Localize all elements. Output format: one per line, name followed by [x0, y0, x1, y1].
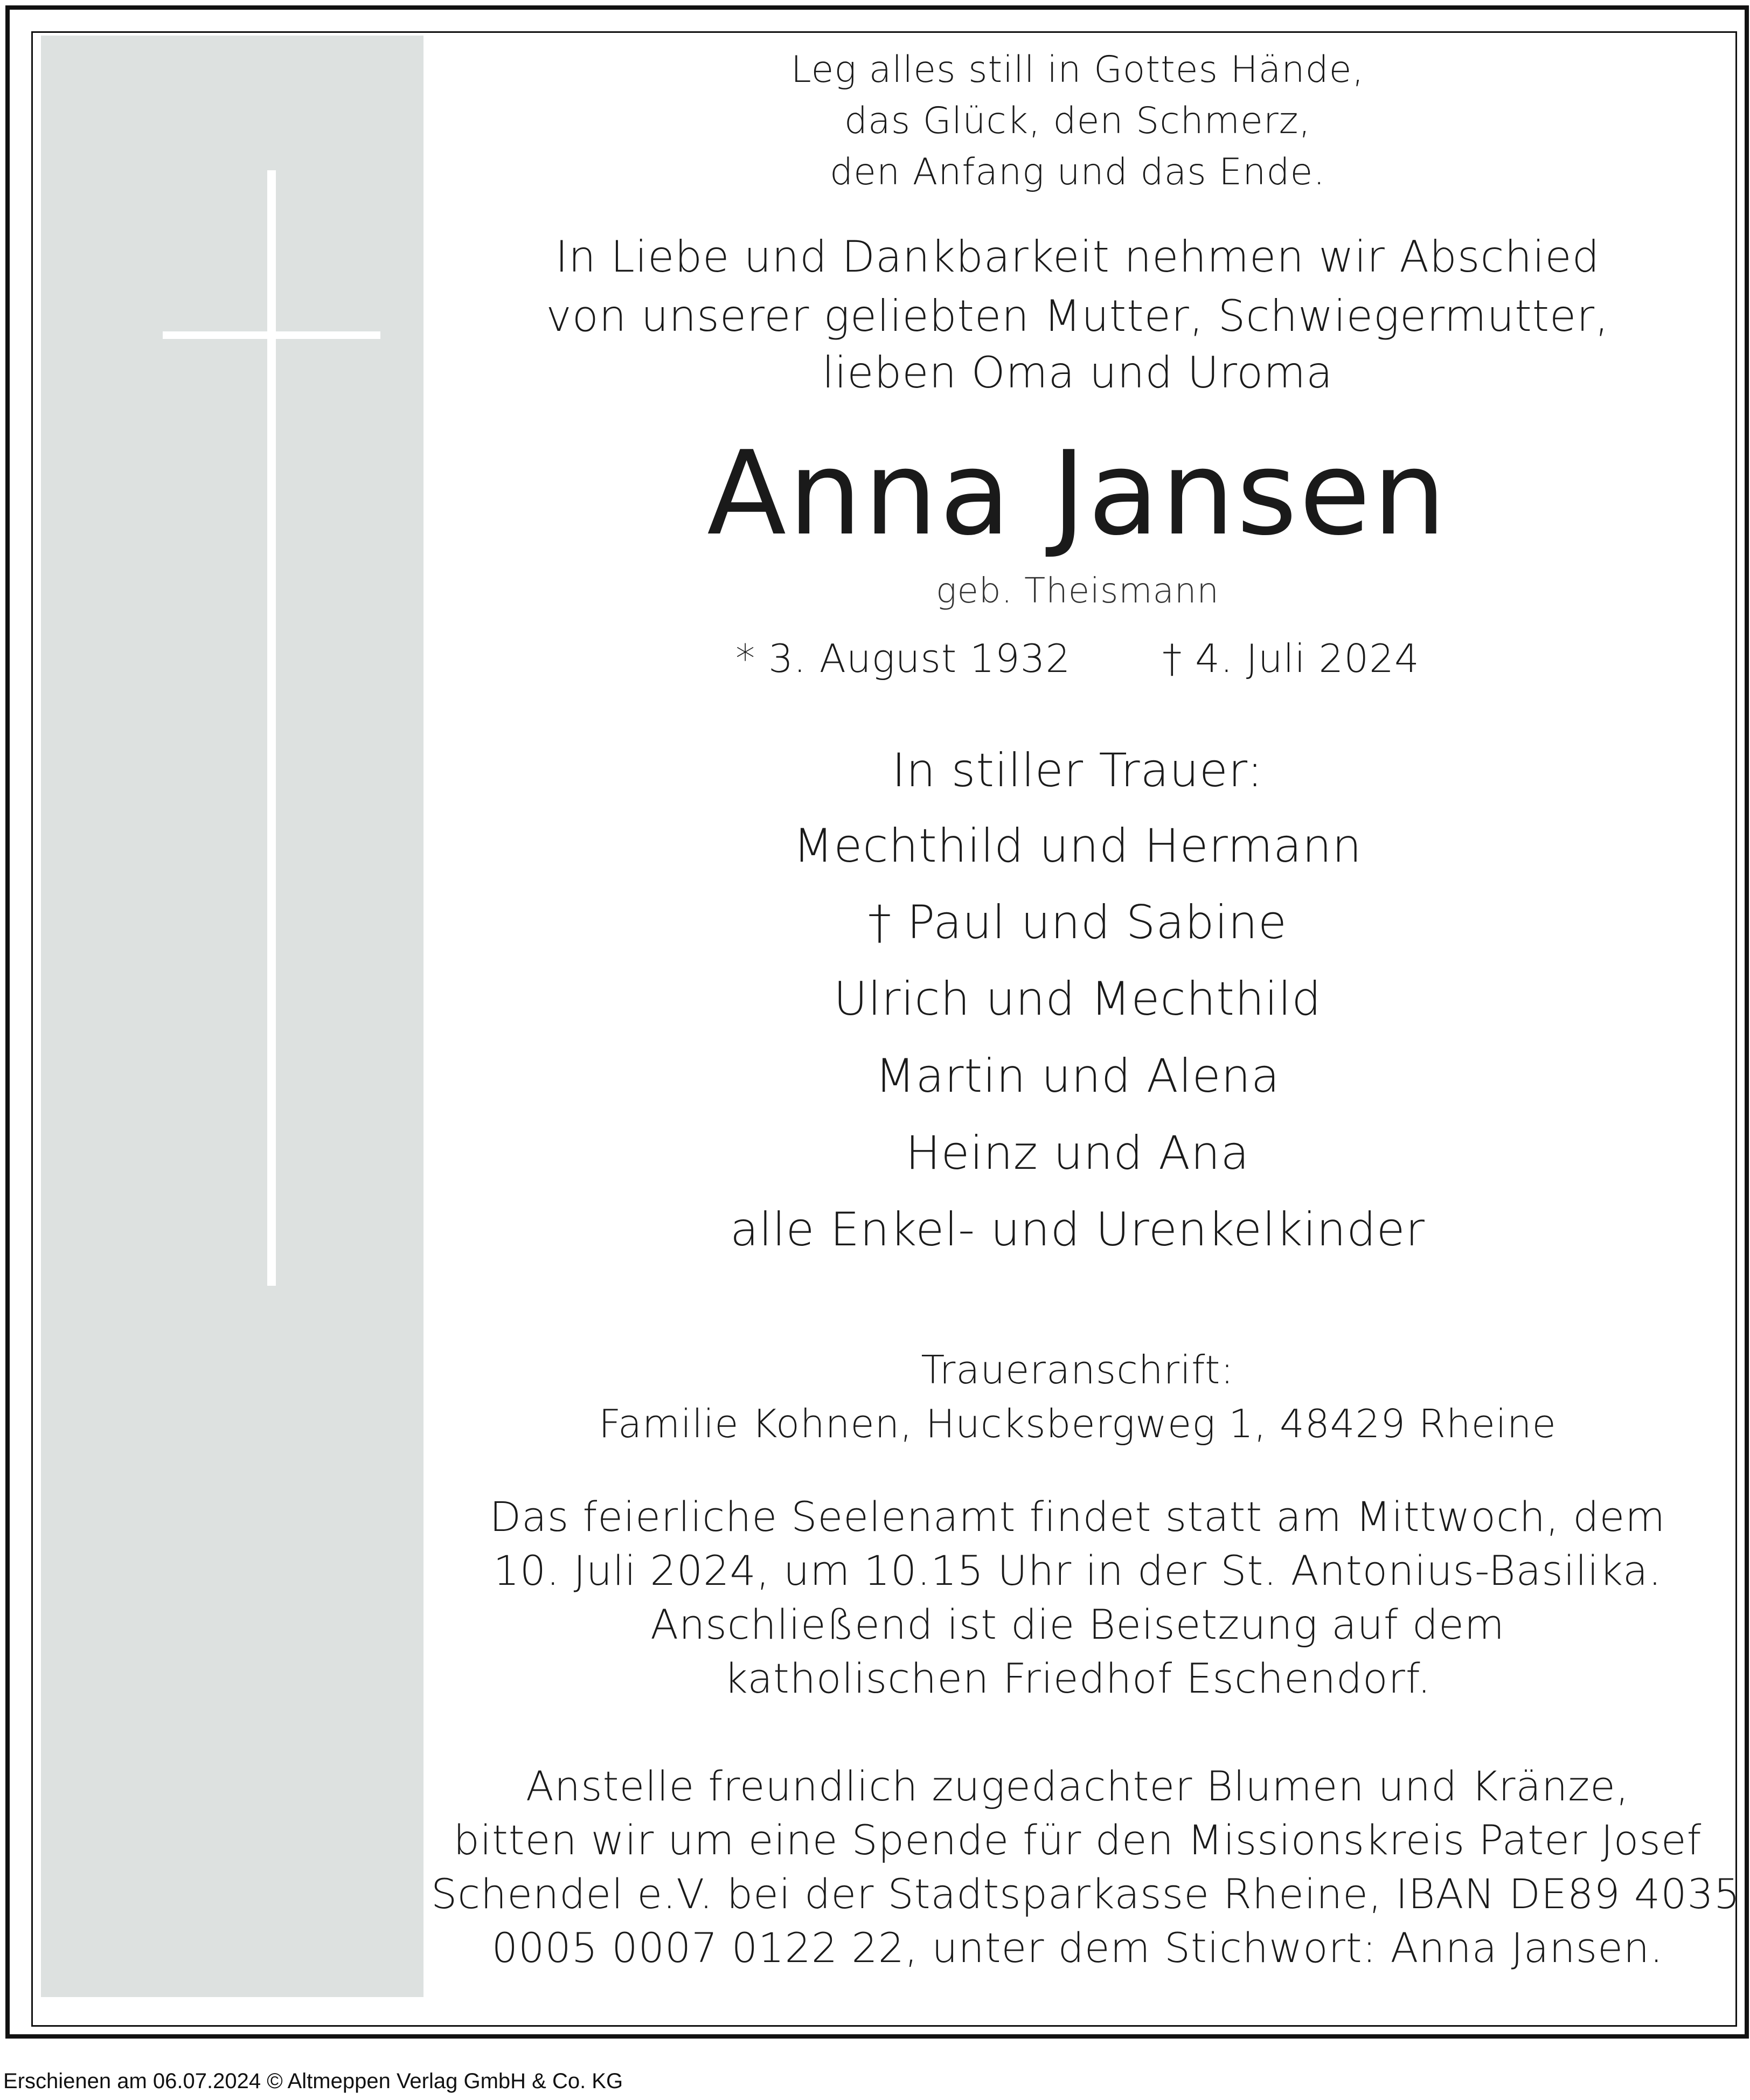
life-dates	[431, 636, 1724, 681]
side-panel	[41, 36, 423, 1997]
death-date: † 4. Juli 2024	[1162, 636, 1420, 681]
address-label: Traueranschrift:	[921, 1347, 1234, 1392]
birth-name: geb. Theismann	[936, 571, 1219, 611]
donation-line: Schendel e.V. bei der Stadtsparkasse Rheine, IBAN DE89 4035	[431, 1870, 1741, 1918]
intro-line: von unserer geliebten Mutter, Schwiegermutter,	[546, 291, 1609, 341]
service-line: Anschließend ist die Beisetzung auf dem	[650, 1600, 1505, 1648]
donation-line: 0005 0007 0122 22, unter dem Stichwort: Anna Jansen.	[491, 1924, 1664, 1972]
verse-line: das Glück, den Schmerz,	[844, 100, 1311, 142]
cross-icon-horizontal	[163, 331, 380, 339]
intro-line: In Liebe und Dankbarkeit nehmen wir Abschied	[555, 232, 1600, 282]
intro-line: lieben Oma und Uroma	[822, 348, 1334, 398]
mourner-entry: Heinz und Ana	[905, 1126, 1250, 1180]
donation-line: Anstelle freundlich zugedachter Blumen und Kränze,	[525, 1762, 1630, 1810]
deceased-name: Anna Jansen	[707, 426, 1448, 561]
publication-footer: Erschienen am 06.07.2024 © Altmeppen Verlag GmbH & Co. KG	[3, 2069, 623, 2093]
mourner-entry: Mechthild und Hermann	[793, 819, 1362, 873]
service-line: 10. Juli 2024, um 10.15 Uhr in der St. Antonius-Basilika.	[493, 1547, 1662, 1595]
service-line: katholischen Friedhof Eschendorf.	[724, 1654, 1432, 1702]
service-line: Das feierliche Seelenamt findet statt am Mittwoch, dem	[489, 1493, 1666, 1541]
address-value: Familie Kohnen, Hucksbergweg 1, 48429 Rheine	[599, 1401, 1557, 1446]
mourner-entry: Ulrich und Mechthild	[834, 972, 1322, 1026]
mourner-entry: † Paul und Sabine	[868, 896, 1287, 949]
verse-line: Leg alles still in Gottes Hände,	[790, 48, 1365, 91]
donation-line: bitten wir um eine Spende für den Missionskreis Pater Josef	[453, 1816, 1702, 1864]
mourners-heading: In stiller Trauer:	[892, 744, 1263, 798]
mourner-entry: alle Enkel- und Urenkelkinder	[730, 1203, 1425, 1257]
birth-date: * 3. August 1932	[735, 636, 1071, 681]
verse-line: den Anfang und das Ende.	[830, 151, 1325, 193]
mourner-entry: Martin und Alena	[875, 1049, 1280, 1103]
